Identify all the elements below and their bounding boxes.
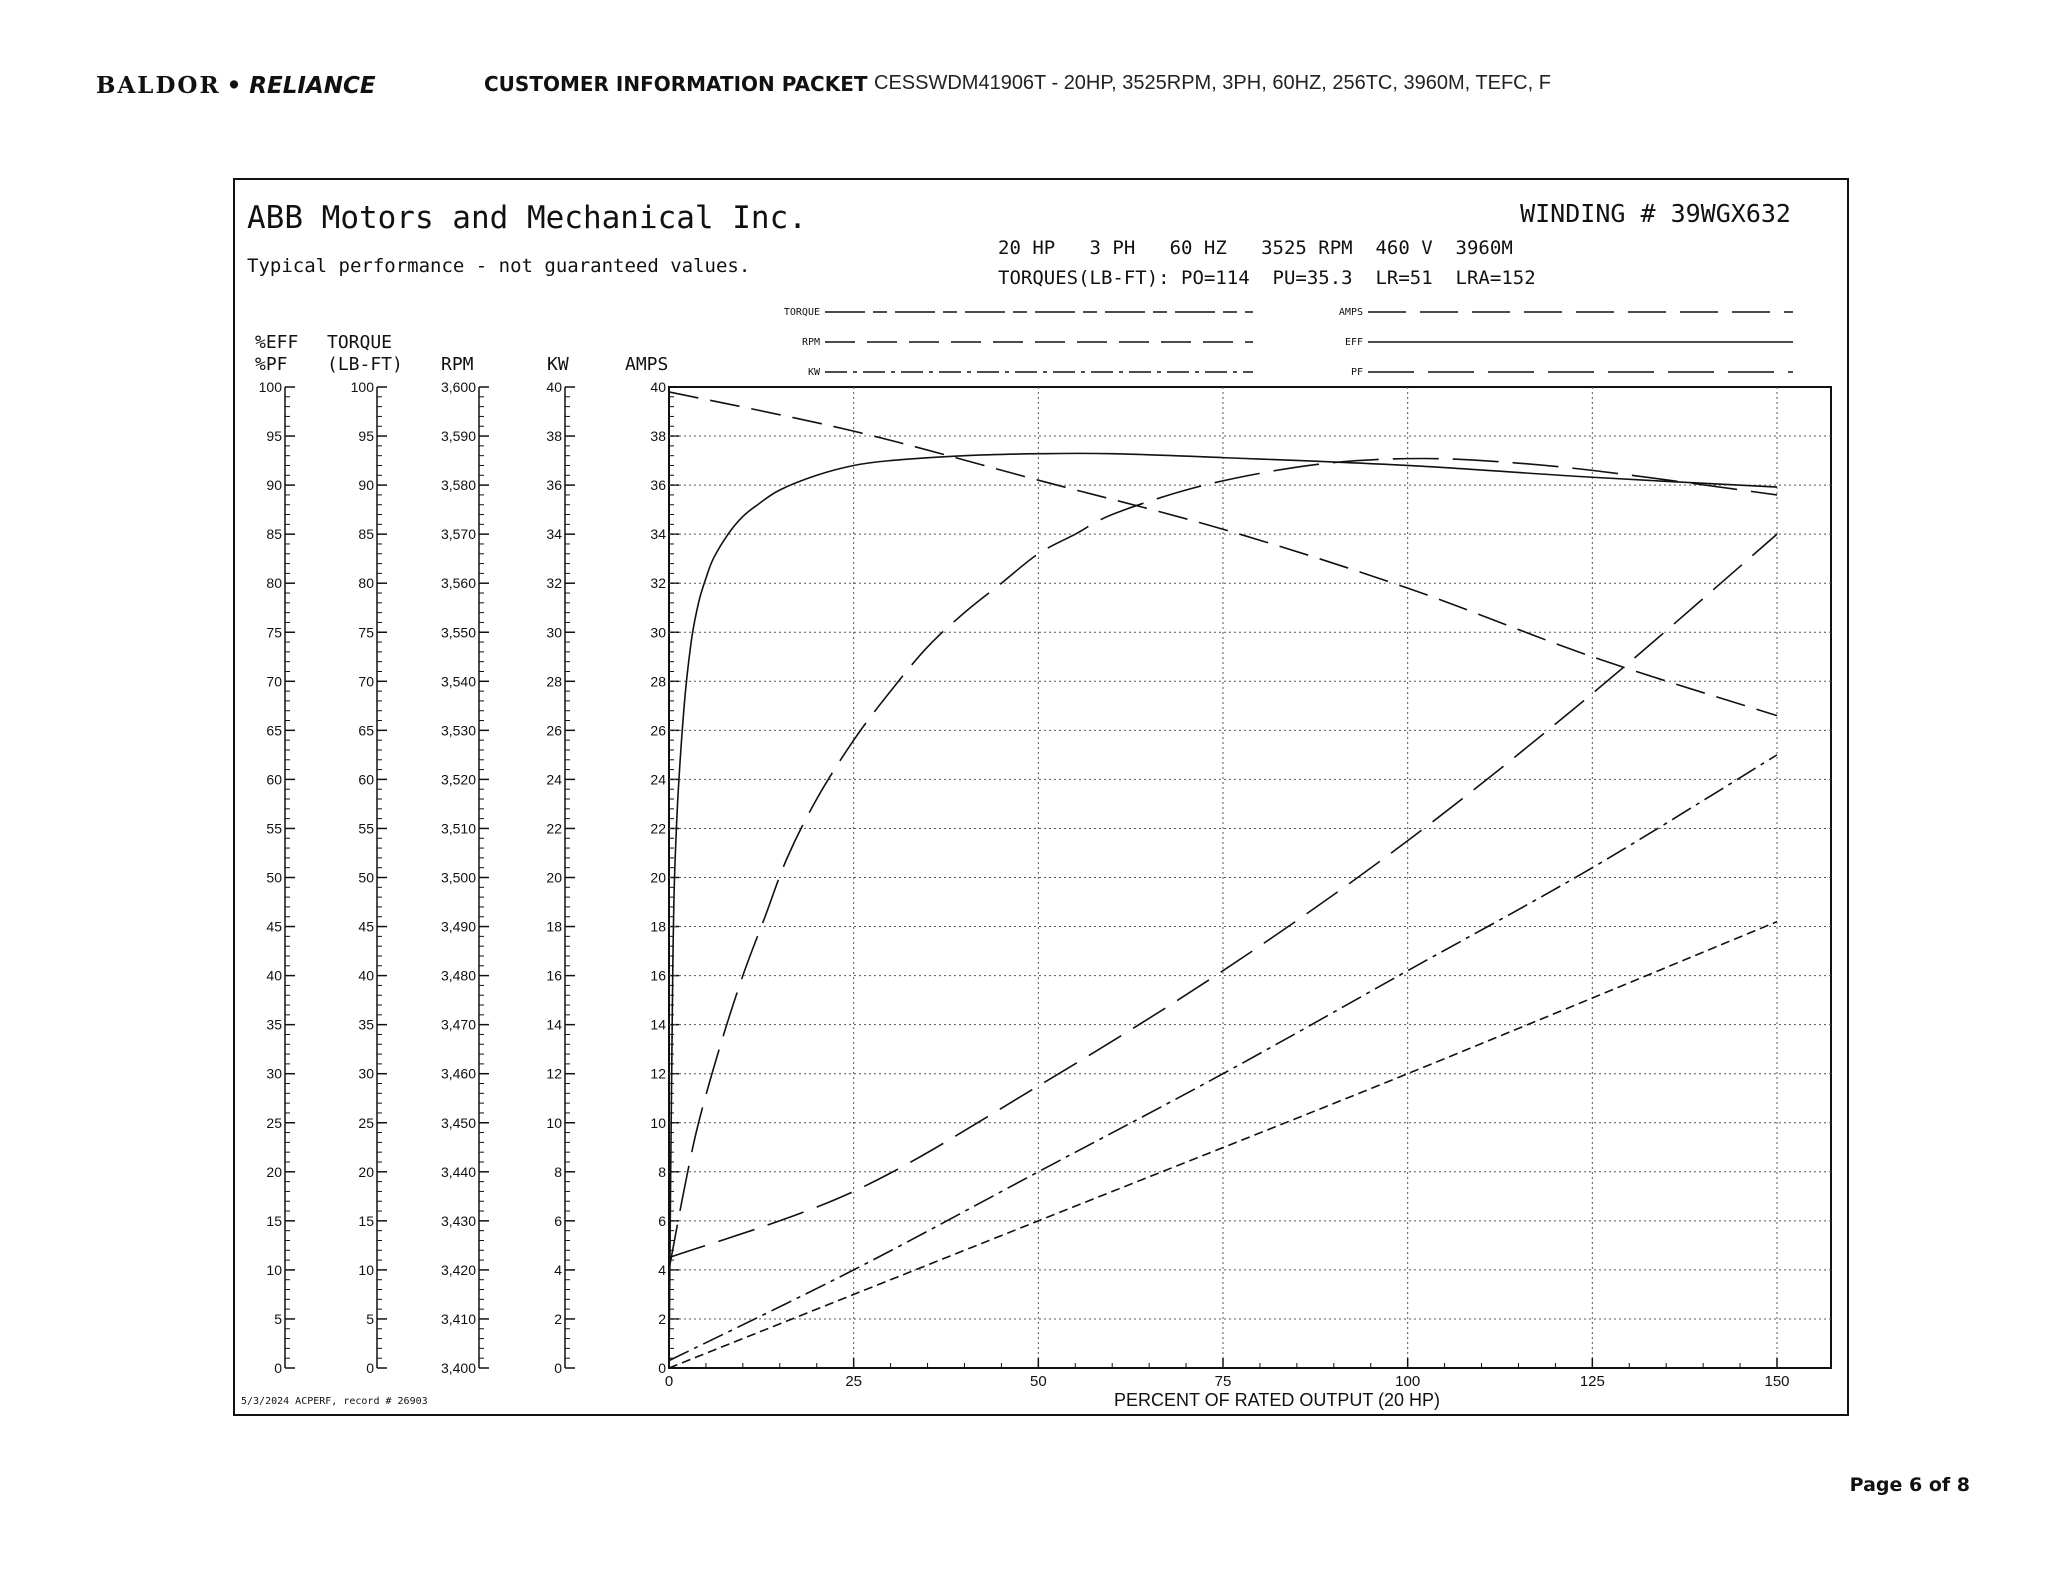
axis-tick-label: 65 bbox=[266, 722, 282, 739]
axis-tick-label: 100 bbox=[350, 379, 374, 395]
axis-tick-label: 3,470 bbox=[440, 1016, 476, 1033]
axis-tick-label: 3,600 bbox=[440, 379, 476, 395]
axis-tick-label: 80 bbox=[266, 575, 282, 592]
axis-tick-label: 8 bbox=[554, 1163, 562, 1180]
axis-tick-label: 3,550 bbox=[440, 624, 476, 641]
company-name: ABB Motors and Mechanical Inc. bbox=[247, 200, 807, 236]
axis-tick-label: 12 bbox=[546, 1065, 562, 1082]
axis-tick-label: 15 bbox=[266, 1212, 282, 1229]
axis-tick-label: 36 bbox=[546, 477, 562, 494]
axis-tick-label: 0 bbox=[554, 1360, 562, 1376]
x-tick-label: 50 bbox=[1029, 1373, 1047, 1390]
performance-chart bbox=[233, 178, 1849, 1416]
axis-tick-label: 10 bbox=[266, 1261, 282, 1278]
axis-tick-label: 5 bbox=[366, 1310, 374, 1327]
axis-tick-label: 16 bbox=[546, 967, 562, 984]
axis-tick-label: 38 bbox=[650, 428, 666, 445]
axis-tick-label: 20 bbox=[266, 1163, 282, 1180]
axis-tick-label: 34 bbox=[650, 526, 666, 543]
legend-label: KW bbox=[807, 367, 820, 378]
x-axis-label: PERCENT OF RATED OUTPUT (20 HP) bbox=[1113, 1390, 1441, 1410]
axis-tick-label: 4 bbox=[658, 1261, 666, 1278]
x-tick-label: 25 bbox=[845, 1373, 863, 1390]
axis-tick-label: 15 bbox=[358, 1212, 374, 1229]
axis-tick-label: 2 bbox=[658, 1310, 666, 1327]
x-tick-label: 125 bbox=[1579, 1373, 1605, 1390]
axis-tick-label: 2 bbox=[554, 1310, 562, 1327]
axis-header: RPM bbox=[441, 354, 474, 375]
axis-tick-label: 55 bbox=[358, 820, 374, 837]
axis-tick-label: 12 bbox=[650, 1065, 666, 1082]
axis-tick-label: 3,410 bbox=[440, 1310, 476, 1327]
x-tick-label: 0 bbox=[664, 1373, 674, 1390]
axis-tick-label: 3,460 bbox=[440, 1065, 476, 1082]
axis-tick-label: 4 bbox=[554, 1261, 562, 1278]
axis-tick-label: 34 bbox=[546, 526, 562, 543]
axis-tick-label: 90 bbox=[266, 477, 282, 494]
axis-tick-label: 32 bbox=[546, 575, 562, 592]
x-tick-label: 100 bbox=[1395, 1373, 1421, 1390]
torque-values: TORQUES(LB-FT): PO=114 PU=35.3 LR=51 LRA=152 bbox=[998, 267, 1536, 289]
winding-number: WINDING # 39WGX632 bbox=[1520, 199, 1791, 228]
axis-tick-label: 5 bbox=[274, 1310, 282, 1327]
axis-tick-label: 3,480 bbox=[440, 967, 476, 984]
report-footer: 5/3/2024 ACPERF, record # 26903 bbox=[241, 1396, 428, 1407]
chart-panel-border bbox=[234, 179, 1848, 1415]
axis-tick-label: 28 bbox=[546, 673, 562, 690]
axis-tick-label: 70 bbox=[266, 673, 282, 690]
axis-tick-label: 3,490 bbox=[440, 918, 476, 935]
axis-tick-label: 75 bbox=[266, 624, 282, 641]
axis-header: AMPS bbox=[625, 354, 669, 375]
axis-tick-label: 40 bbox=[546, 379, 562, 395]
axis-tick-label: 3,570 bbox=[440, 526, 476, 543]
axis-tick-label: 3,560 bbox=[440, 575, 476, 592]
axis-tick-label: 50 bbox=[358, 869, 374, 886]
axis-tick-label: 36 bbox=[650, 477, 666, 494]
axis-tick-label: 18 bbox=[650, 918, 666, 935]
axis-tick-label: 45 bbox=[266, 918, 282, 935]
axis-header: (LB-FT) bbox=[327, 354, 403, 375]
legend-label: TORQUE bbox=[783, 307, 820, 318]
axis-tick-label: 6 bbox=[658, 1212, 666, 1229]
axis-tick-label: 40 bbox=[358, 967, 374, 984]
axis-tick-label: 70 bbox=[358, 673, 374, 690]
brand-logo bbox=[96, 72, 376, 102]
model-description: CESSWDM41906T - 20HP, 3525RPM, 3PH, 60HZ, 256TC, 3960M, TEFC, F bbox=[874, 72, 1551, 94]
axis-tick-label: 0 bbox=[274, 1360, 282, 1376]
axis-tick-label: 3,540 bbox=[440, 673, 476, 690]
axis-tick-label: 10 bbox=[650, 1114, 666, 1131]
page-number: Page 6 of 8 bbox=[1849, 1474, 1970, 1496]
legend-label: RPM bbox=[801, 337, 820, 348]
disclaimer: Typical performance - not guaranteed values. bbox=[247, 255, 751, 277]
x-tick-label: 150 bbox=[1764, 1373, 1790, 1390]
axis-tick-label: 3,430 bbox=[440, 1212, 476, 1229]
axis-tick-label: 45 bbox=[358, 918, 374, 935]
legend-label: PF bbox=[1350, 367, 1363, 378]
axis-tick-label: 25 bbox=[266, 1114, 282, 1131]
legend-label: EFF bbox=[1344, 337, 1363, 348]
axis-tick-label: 25 bbox=[358, 1114, 374, 1131]
axis-tick-label: 35 bbox=[358, 1016, 374, 1033]
axis-header: KW bbox=[547, 354, 569, 375]
axis-tick-label: 14 bbox=[546, 1016, 562, 1033]
axis-tick-label: 85 bbox=[358, 526, 374, 543]
axis-tick-label: 3,420 bbox=[440, 1261, 476, 1278]
axis-tick-label: 65 bbox=[358, 722, 374, 739]
axis-tick-label: 3,530 bbox=[440, 722, 476, 739]
axis-tick-label: 16 bbox=[650, 967, 666, 984]
axis-tick-label: 95 bbox=[266, 428, 282, 445]
axis-tick-label: 28 bbox=[650, 673, 666, 690]
axis-tick-label: 3,580 bbox=[440, 477, 476, 494]
axis-tick-label: 24 bbox=[650, 771, 666, 788]
axis-tick-label: 30 bbox=[266, 1065, 282, 1082]
axis-tick-label: 3,520 bbox=[440, 771, 476, 788]
axis-tick-label: 26 bbox=[650, 722, 666, 739]
axis-tick-label: 55 bbox=[266, 820, 282, 837]
axis-tick-label: 8 bbox=[658, 1163, 666, 1180]
axis-tick-label: 10 bbox=[358, 1261, 374, 1278]
axis-tick-label: 20 bbox=[546, 869, 562, 886]
axis-header: TORQUE bbox=[327, 332, 393, 353]
axis-tick-label: 35 bbox=[266, 1016, 282, 1033]
axis-tick-label: 24 bbox=[546, 771, 562, 788]
axis-tick-label: 40 bbox=[650, 379, 666, 395]
axis-tick-label: 85 bbox=[266, 526, 282, 543]
axis-tick-label: 32 bbox=[650, 575, 666, 592]
brand-separator: • bbox=[226, 72, 244, 99]
brand-name-right: RELIANCE bbox=[249, 73, 376, 99]
axis-tick-label: 38 bbox=[546, 428, 562, 445]
axis-tick-label: 20 bbox=[358, 1163, 374, 1180]
axis-tick-label: 10 bbox=[546, 1114, 562, 1131]
axis-tick-label: 75 bbox=[358, 624, 374, 641]
axis-tick-label: 3,500 bbox=[440, 869, 476, 886]
axis-tick-label: 22 bbox=[546, 820, 562, 837]
axis-tick-label: 40 bbox=[266, 967, 282, 984]
axis-tick-label: 30 bbox=[650, 624, 666, 641]
axis-tick-label: 3,440 bbox=[440, 1163, 476, 1180]
axis-tick-label: 0 bbox=[658, 1360, 666, 1376]
axis-header: %EFF bbox=[255, 332, 299, 353]
axis-tick-label: 95 bbox=[358, 428, 374, 445]
axis-tick-label: 100 bbox=[258, 379, 282, 395]
axis-tick-label: 50 bbox=[266, 869, 282, 886]
axis-tick-label: 30 bbox=[546, 624, 562, 641]
axis-tick-label: 60 bbox=[266, 771, 282, 788]
motor-specs: 20 HP 3 PH 60 HZ 3525 RPM 460 V 3960M bbox=[998, 237, 1513, 259]
axis-tick-label: 30 bbox=[358, 1065, 374, 1082]
axis-tick-label: 3,450 bbox=[440, 1114, 476, 1131]
axis-header: %PF bbox=[255, 354, 288, 375]
axis-tick-label: 90 bbox=[358, 477, 374, 494]
axis-tick-label: 6 bbox=[554, 1212, 562, 1229]
axis-tick-label: 22 bbox=[650, 820, 666, 837]
axis-tick-label: 3,510 bbox=[440, 820, 476, 837]
packet-title: CUSTOMER INFORMATION PACKET bbox=[484, 72, 868, 96]
legend-label: AMPS bbox=[1338, 307, 1363, 318]
axis-tick-label: 60 bbox=[358, 771, 374, 788]
axis-tick-label: 14 bbox=[650, 1016, 666, 1033]
brand-name-left: BALDOR bbox=[96, 72, 221, 99]
axis-tick-label: 3,590 bbox=[440, 428, 476, 445]
axis-tick-label: 3,400 bbox=[440, 1360, 476, 1376]
axis-tick-label: 0 bbox=[366, 1360, 374, 1376]
axis-tick-label: 80 bbox=[358, 575, 374, 592]
axis-tick-label: 20 bbox=[650, 869, 666, 886]
x-tick-label: 75 bbox=[1214, 1373, 1232, 1390]
axis-tick-label: 18 bbox=[546, 918, 562, 935]
axis-tick-label: 26 bbox=[546, 722, 562, 739]
